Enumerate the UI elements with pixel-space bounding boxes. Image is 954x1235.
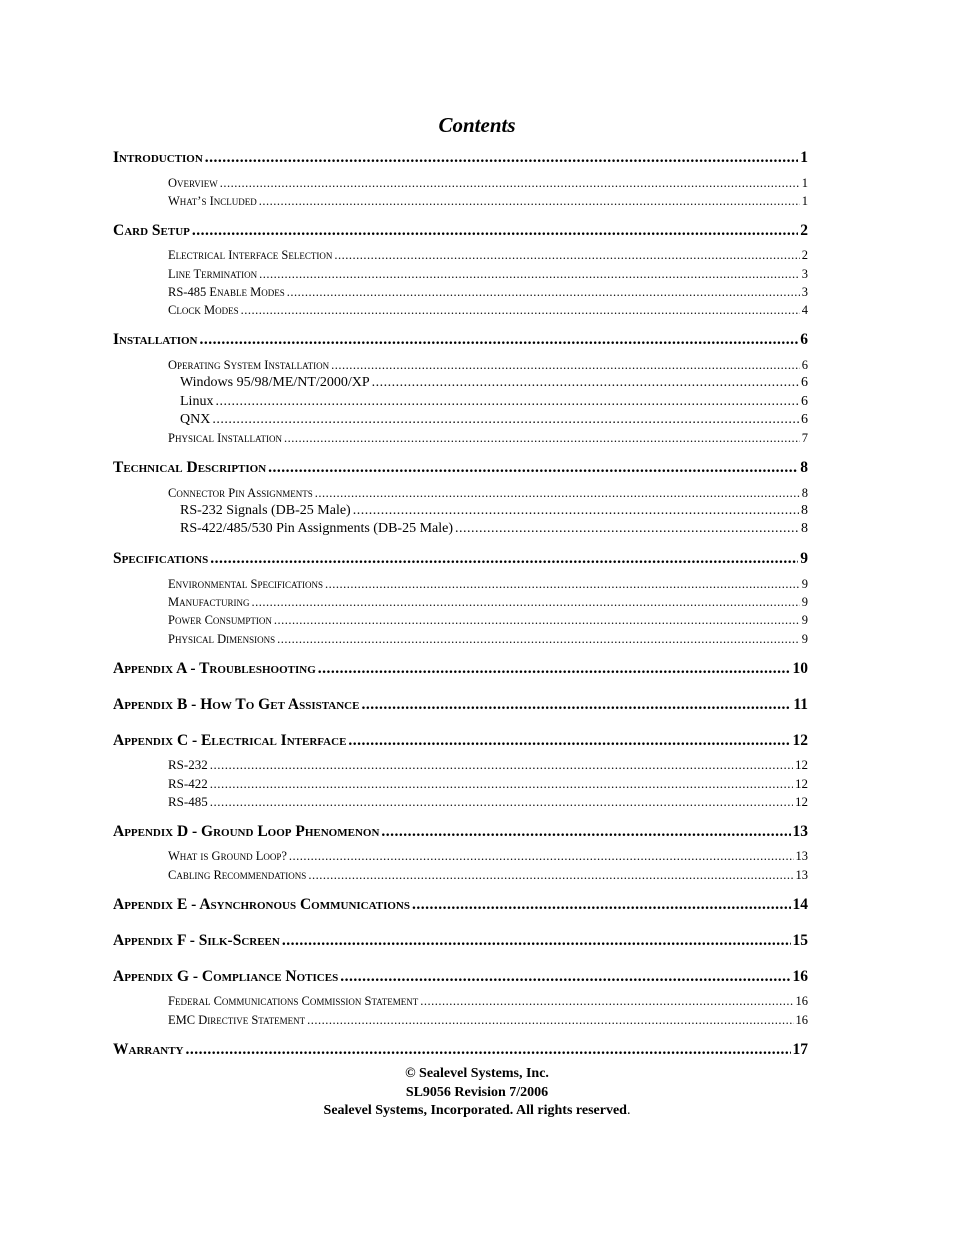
toc-entry-page: 17	[792, 1041, 808, 1058]
toc-entry-page: 1	[801, 194, 808, 208]
toc-leader-dots	[372, 374, 799, 392]
toc-entry[interactable]	[168, 301, 808, 319]
toc-entry-page: 4	[801, 303, 808, 317]
toc-entry[interactable]	[113, 1039, 808, 1061]
toc-entry-page: 1	[800, 149, 808, 166]
footer-copyright: © Sealevel Systems, Inc.	[405, 1066, 549, 1081]
toc-entry[interactable]	[168, 429, 808, 447]
toc-entry[interactable]	[168, 992, 808, 1010]
toc-leader-dots	[331, 356, 800, 374]
toc-entry-page: 3	[801, 267, 808, 281]
toc-leader-dots	[199, 329, 798, 351]
footer-rights-period: .	[626, 1103, 631, 1118]
toc-entry-label: Technical Description	[113, 459, 267, 476]
toc-leader-dots	[259, 192, 800, 210]
toc-entry-page: 9	[801, 595, 808, 609]
toc-entry-label: Appendix A - Troubleshooting	[113, 660, 316, 677]
toc-entry[interactable]	[180, 520, 808, 538]
toc-entry-page: 13	[792, 823, 808, 840]
toc-entry-page: 12	[795, 776, 808, 791]
toc-entry[interactable]	[168, 756, 808, 774]
toc-leader-dots	[412, 894, 791, 916]
toc-entry-label: Introduction	[113, 149, 203, 166]
toc-entry-page: 16	[795, 1013, 808, 1027]
toc-entry-page: 10	[792, 660, 808, 677]
toc-entry-label: Manufacturing	[168, 595, 250, 609]
toc-leader-dots	[277, 630, 800, 648]
toc-entry-page: 7	[801, 431, 808, 445]
toc-leader-dots	[205, 147, 798, 169]
toc-leader-dots	[307, 1011, 793, 1029]
toc-leader-dots	[210, 775, 793, 793]
toc-entry[interactable]	[113, 894, 808, 916]
toc-entry[interactable]	[168, 1011, 808, 1029]
toc-leader-dots	[284, 429, 800, 447]
toc-entry-page: 14	[792, 896, 808, 913]
toc-entry-label: RS-422/485/530 Pin Assignments (DB-25 Male)	[180, 521, 454, 536]
toc-entry[interactable]	[180, 502, 808, 520]
toc-leader-dots	[274, 611, 800, 629]
toc-leader-dots	[334, 246, 799, 264]
toc-leader-dots	[215, 393, 799, 411]
toc-leader-dots	[220, 174, 800, 192]
toc-leader-dots	[241, 301, 800, 319]
toc-entry[interactable]	[180, 411, 808, 429]
toc-leader-dots	[455, 520, 799, 538]
toc-entry-page: 6	[801, 394, 808, 409]
toc-entry-label: Connector Pin Assignments	[168, 486, 313, 500]
toc-leader-dots	[287, 283, 800, 301]
toc-entry[interactable]	[168, 246, 808, 264]
footer-revision: SL9056 Revision 7/2006	[405, 1085, 549, 1100]
toc-entry[interactable]	[113, 821, 808, 843]
toc-entry-label: Card Setup	[113, 222, 190, 239]
toc-leader-dots	[212, 411, 799, 429]
toc-entry-label: Windows 95/98/ME/NT/2000/XP	[180, 375, 370, 390]
toc-entry-label: EMC Directive Statement	[168, 1013, 306, 1027]
toc-leader-dots	[259, 265, 800, 283]
toc-entry[interactable]	[180, 374, 808, 392]
toc-entry-label: Cabling Recommendations	[168, 868, 307, 882]
toc-entry-page: 9	[801, 632, 808, 646]
toc-entry[interactable]	[168, 593, 808, 611]
toc-leader-dots	[289, 847, 794, 865]
toc-leader-dots	[340, 966, 790, 988]
toc-entry[interactable]	[113, 329, 808, 351]
toc-entry[interactable]	[168, 192, 808, 210]
page-title: Contents	[438, 113, 516, 137]
toc-entry-page: 12	[795, 794, 808, 809]
toc-entry[interactable]	[113, 694, 808, 716]
toc-leader-dots	[353, 502, 799, 520]
toc-entry-label: Specifications	[113, 550, 209, 567]
toc-entry-label: Warranty	[113, 1041, 184, 1058]
toc-entry[interactable]	[113, 930, 808, 952]
toc-entry-label: What’s Included	[168, 194, 257, 208]
toc-leader-dots	[348, 730, 790, 752]
toc-entry-label: RS-422	[168, 776, 208, 791]
toc-entry[interactable]	[113, 658, 808, 680]
toc-leader-dots	[186, 1039, 791, 1061]
toc-entry-label: Power Consumption	[168, 613, 272, 627]
toc-entry-page: 3	[801, 285, 808, 299]
toc-entry-label: Installation	[113, 331, 198, 348]
toc-leader-dots	[308, 866, 793, 884]
toc-entry-page: 9	[800, 550, 808, 567]
toc-entry[interactable]	[168, 283, 808, 301]
toc-entry-label: Environmental Specifications	[168, 577, 323, 591]
toc-entry-page: 16	[792, 968, 808, 985]
toc-leader-dots	[420, 992, 793, 1010]
toc-entry-label: Line Termination	[168, 267, 258, 281]
toc-leader-dots	[381, 821, 790, 843]
toc-entry-page: 16	[795, 994, 808, 1008]
toc-entry-label: Overview	[168, 176, 218, 190]
toc-entry[interactable]	[168, 775, 808, 793]
toc-entry[interactable]	[180, 393, 808, 411]
toc-leader-dots	[210, 793, 793, 811]
toc-entry-label: Appendix F - Silk-Screen	[113, 932, 280, 949]
toc-leader-dots	[210, 756, 793, 774]
toc-entry[interactable]	[168, 866, 808, 884]
toc-entry-page: 13	[795, 868, 808, 882]
toc-entry-page: 6	[801, 358, 808, 372]
toc-entry-page: 6	[800, 331, 808, 348]
toc-entry-label: RS-485 Enable Modes	[168, 285, 285, 299]
toc-entry-label: Clock Modes	[168, 303, 239, 317]
toc-entry[interactable]	[113, 548, 808, 570]
toc-entry[interactable]	[113, 220, 808, 242]
toc-entry-label: Electrical Interface Selection	[168, 248, 333, 262]
toc-entry-page: 2	[800, 222, 808, 239]
toc-leader-dots	[315, 484, 800, 502]
toc-entry-label: RS-485	[168, 794, 208, 809]
toc-entry-label: Linux	[180, 394, 214, 409]
toc-leader-dots	[318, 658, 791, 680]
toc-entry-page: 8	[801, 503, 808, 518]
toc-entry-label: RS-232	[168, 757, 208, 772]
toc-entry[interactable]	[168, 484, 808, 502]
toc-entry-label: Appendix E - Asynchronous Communications	[113, 896, 410, 913]
toc-entry[interactable]	[168, 575, 808, 593]
footer-rights-text: Sealevel Systems, Incorporated. All rights reserved	[323, 1103, 627, 1118]
toc-entry[interactable]	[168, 174, 808, 192]
toc-entry[interactable]	[168, 356, 808, 374]
toc-entry-label: Appendix G - Compliance Notices	[113, 968, 339, 985]
toc-entry-label: QNX	[180, 412, 211, 427]
toc-entry-page: 6	[801, 412, 808, 427]
toc-entry[interactable]	[113, 966, 808, 988]
toc-leader-dots	[361, 694, 791, 716]
toc-entry-label: Appendix D - Ground Loop Phenomenon	[113, 823, 380, 840]
toc-entry-label: Appendix C - Electrical Interface	[113, 732, 347, 749]
toc-entry-label: Physical Installation	[168, 431, 283, 445]
toc-entry-page: 12	[795, 757, 808, 772]
toc-entry[interactable]	[113, 457, 808, 479]
toc-leader-dots	[325, 575, 800, 593]
toc-leader-dots	[268, 457, 798, 479]
toc-entry-label: Appendix B - How To Get Assistance	[113, 696, 360, 713]
toc-entry-page: 6	[801, 375, 808, 390]
toc-leader-dots	[210, 548, 798, 570]
toc-leader-dots	[192, 220, 798, 242]
toc-entry-page: 13	[795, 849, 808, 863]
toc-entry-label: Physical Dimensions	[168, 632, 276, 646]
toc-entry-page: 9	[801, 613, 808, 627]
toc-entry[interactable]	[168, 265, 808, 283]
toc-entry-page: 12	[792, 732, 808, 749]
toc-entry-page: 15	[792, 932, 808, 949]
toc-entry[interactable]	[168, 847, 808, 865]
toc-entry[interactable]	[168, 611, 808, 629]
toc-entry-page: 11	[793, 696, 808, 713]
footer-rights	[0, 1102, 954, 1121]
toc-entry[interactable]	[168, 630, 808, 648]
toc-entry[interactable]	[168, 793, 808, 811]
toc-leader-dots	[251, 593, 799, 611]
toc-entry[interactable]	[113, 730, 808, 752]
toc-entry-page: 8	[800, 459, 808, 476]
toc-entry-label: Federal Communications Commission Statement	[168, 994, 419, 1008]
toc-entry-label: What is Ground Loop?	[168, 849, 287, 863]
toc-entry[interactable]	[113, 147, 808, 169]
toc-entry-page: 8	[801, 486, 808, 500]
toc-entry-page: 8	[801, 521, 808, 536]
toc-leader-dots	[282, 930, 791, 952]
toc-entry-label: Operating System Installation	[168, 358, 330, 372]
toc-entry-page: 2	[801, 248, 808, 262]
toc-entry-page: 9	[801, 577, 808, 591]
toc-entry-label: RS-232 Signals (DB-25 Male)	[180, 503, 351, 518]
toc-entry-page: 1	[801, 176, 808, 190]
